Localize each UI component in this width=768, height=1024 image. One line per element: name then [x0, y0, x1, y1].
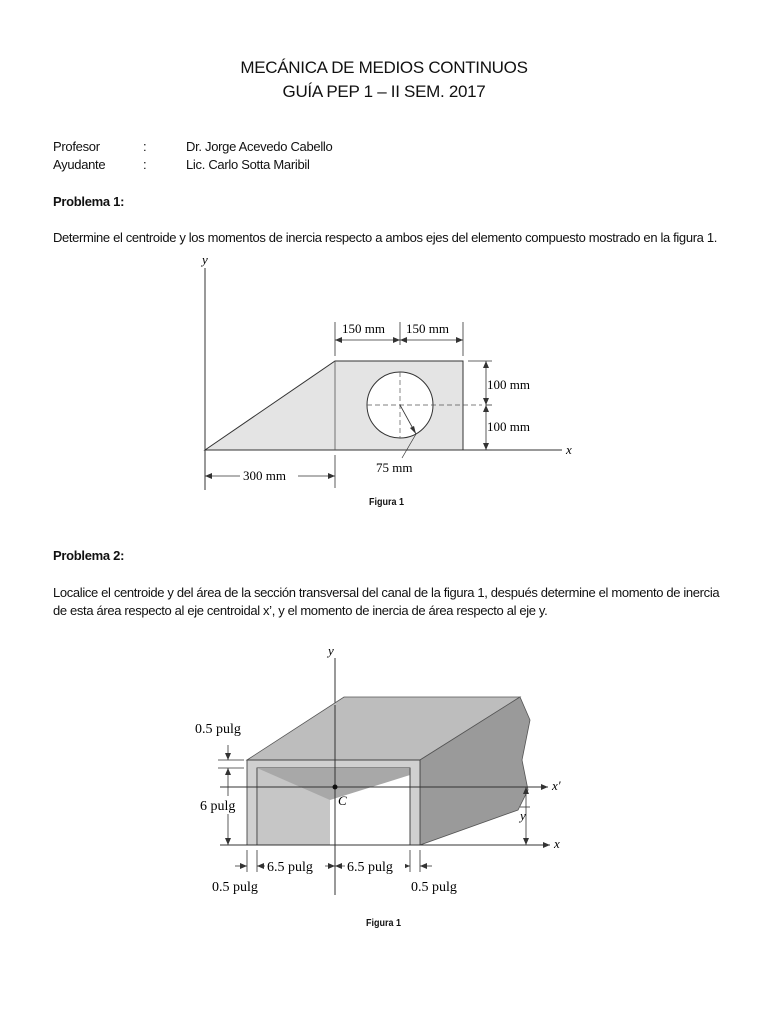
- staff-role-assistant: Ayudante: [53, 157, 106, 172]
- figure2-ybar-label: y: [520, 808, 526, 823]
- staff-separator: :: [143, 157, 147, 172]
- figure1-dim-radius: 75 mm: [376, 460, 413, 475]
- figure2-dim-right-wall: 0.5 pulg: [411, 880, 457, 895]
- staff-role-professor: Profesor: [53, 139, 100, 154]
- figure2-centroid-point: [333, 785, 338, 790]
- figure2-centroid-label: C: [338, 793, 347, 808]
- figure2-dim-flange: 0.5 pulg: [195, 722, 241, 737]
- problem1-heading: Problema 1:: [53, 194, 125, 209]
- figure2-dim-right-half: 6.5 pulg: [347, 860, 393, 875]
- staff-separator: :: [143, 139, 147, 154]
- problem2-text-line2: de esta área respecto al eje centroidal x’, y el momento de inercia de área respecto al eje y.: [53, 603, 548, 618]
- figure2-caption: Figura 1: [365, 918, 401, 929]
- problem2-heading: Problema 2:: [53, 548, 125, 563]
- figure1-dim-top-right: 150 mm: [406, 321, 449, 336]
- figure1-y-label: y: [202, 252, 208, 267]
- staff-name-professor: Dr. Jorge Acevedo Cabello: [186, 139, 333, 154]
- document-title: MECÁNICA DE MEDIOS CONTINUOS: [240, 58, 528, 77]
- figure1-caption: Figura 1: [368, 497, 404, 508]
- problem1-text: Determine el centroide y los momentos de inercia respecto a ambos ejes del elemento compuesto mostrado en la figura 1.: [53, 230, 717, 245]
- figure2-y-label: y: [328, 643, 334, 658]
- figure1-dim-top-left: 150 mm: [342, 321, 385, 336]
- figure1-dim-right-lower: 100 mm: [487, 419, 530, 434]
- figure2-dim-left-wall: 0.5 pulg: [212, 880, 258, 895]
- figure2-diagram: [0, 640, 768, 900]
- figure2-dim-height: 6 pulg: [200, 799, 236, 814]
- staff-name-assistant: Lic. Carlo Sotta Maribil: [186, 157, 310, 172]
- figure1-diagram: [0, 250, 768, 500]
- figure1-dim-bottom: 300 mm: [243, 468, 286, 483]
- figure1-dim-right-upper: 100 mm: [487, 377, 530, 392]
- document-subtitle: GUÍA PEP 1 – II SEM. 2017: [282, 82, 486, 101]
- figure2-x-label: x: [554, 836, 560, 851]
- figure1-x-label: x: [566, 442, 572, 457]
- figure2-xprime-label: x′: [552, 778, 561, 793]
- problem2-text-line1: Localice el centroide y del área de la sección transversal del canal de la figura 1, después determine el momento de inercia: [53, 585, 720, 600]
- figure2-dim-left-half: 6.5 pulg: [267, 860, 313, 875]
